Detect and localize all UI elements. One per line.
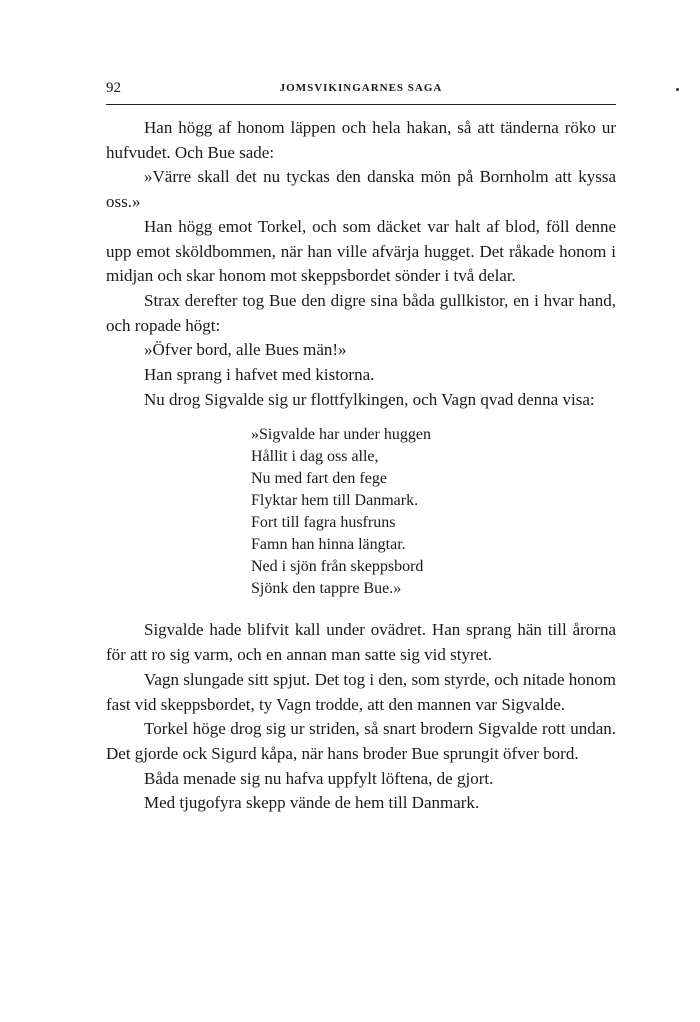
poem-line: Famn han hinna längtar. — [251, 536, 406, 554]
paragraph: Torkel höge drog sig ur striden, så snart brodern Sigvalde rott undan. Det gjorde ock Sigurd kåpa, när hans broder Bue sprungit öfver bord. — [106, 719, 616, 763]
poem-line: Flyktar hem till Danmark. — [251, 492, 419, 510]
paragraph: Med tjugofyra skepp vände de hem till Danmark. — [144, 793, 480, 813]
paragraph: Sigvalde hade blifvit kall under ovädret. Han sprang hän till årorna för att ro sig varm, och en annan man satte sig vid styret. — [106, 620, 616, 665]
poem-line: Ned i sjön från skeppsbord — [251, 558, 424, 576]
poem-line: »Sigvalde har under huggen — [251, 426, 431, 444]
paragraph: Nu drog Sigvalde sig ur flottfylkingen, och Vagn qvad denna visa: — [144, 389, 595, 409]
paragraph: Han sprang i hafvet med kistorna. — [144, 365, 375, 385]
poem-line: Fort till fagra husfruns — [251, 514, 396, 532]
paragraph: Strax derefter tog Bue den digre sina båda gullkistor, en i hvar hand, och ropade högt: — [106, 290, 616, 335]
print-speck — [676, 88, 679, 91]
poem — [251, 424, 616, 600]
poem-line: Nu med fart den fege — [251, 470, 387, 488]
running-title: JOMSVIKINGARNES SAGA — [279, 82, 443, 94]
paragraph: Båda menade sig nu hafva uppfylt löftena, de gjort. — [144, 768, 494, 788]
poem-line: Sjönk den tappre Bue.» — [251, 580, 402, 598]
page-header — [106, 78, 616, 105]
body-text — [106, 116, 616, 816]
poem-line: Hållit i dag oss alle, — [251, 448, 379, 466]
paragraph: »Öfver bord, alle Bues män!» — [144, 340, 347, 360]
page-number: 92 — [106, 80, 121, 96]
paragraph: Han högg emot Torkel, och som däcket var halt af blod, föll denne upp emot sköldbommen, när han ville afvärja hugget. Det råkade honom i midjan och skar honom mot skeppsbordet sönder i två delar. — [106, 216, 616, 286]
paragraph: Han högg af honom läppen och hela hakan, så att tänderna röko ur hufvudet. Och Bue sade: — [106, 118, 616, 162]
paragraph: »Värre skall det nu tyckas den danska mön på Bornholm att kyssa oss.» — [106, 167, 616, 212]
paragraph: Vagn slungade sitt spjut. Det tog i den, som styrde, och nitade honom fast vid skeppsbordet, ty Vagn trodde, att den mannen var Sigvalde. — [106, 669, 616, 714]
